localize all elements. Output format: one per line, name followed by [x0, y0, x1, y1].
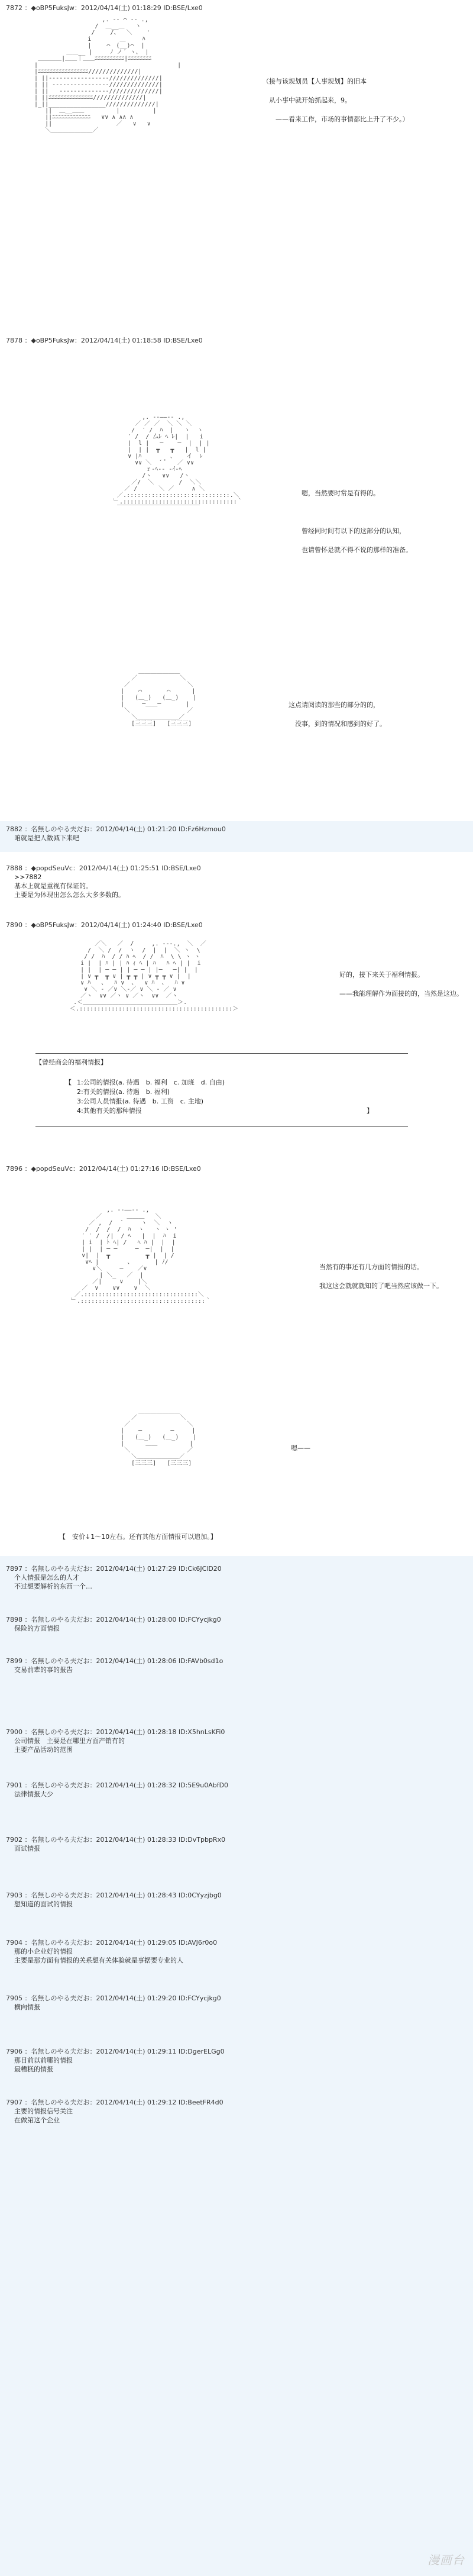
post-header: 7882 ：名無しのやる夫だお：2012/04/14(土) 01:21:20 ID:Fz6Hzmou0 [6, 825, 226, 833]
dialog-7878-a: 嗯，当然要时常是有得的。 [302, 489, 380, 497]
post-7902 [6, 1835, 467, 1853]
menu-item-1: 1:公司的情报(a. 待遇 b. 福利 c. 加班 d. 自由) [77, 1079, 225, 1086]
post-7904 [6, 1938, 467, 1965]
post-header: 7905 ：名無しのやる夫だお：2012/04/14(土) 01:29:20 ID:FCYycjkg0 [6, 1994, 221, 2002]
post-header: 7900 ：名無しのやる夫だお：2012/04/14(土) 01:28:18 ID:X5hnLsKFi0 [6, 1728, 225, 1736]
post-7900 [6, 1728, 467, 1754]
divider [35, 1053, 408, 1054]
post-header: 7890 ：◆oBP5FuksJw：2012/04/14(土) 01:24:40 ID:BSE/Lxe0 [6, 921, 203, 929]
menu-item-4: 4:其他有关的那种情报 [77, 1107, 142, 1115]
post-header: 7897 ：名無しのやる夫だお：2012/04/14(土) 01:27:29 ID:Ck6JClD20 [6, 1565, 222, 1573]
post-7903 [6, 1891, 467, 1909]
menu-title: 【曾经商会的福利情报】 [35, 1058, 107, 1066]
post-body: 面试情报 [14, 1845, 40, 1852]
post-7897 [6, 1564, 467, 1591]
post-7888 [6, 864, 467, 899]
post-7906 [6, 2047, 467, 2074]
dialog-7896: 当然有的事还有几方面的情报的话。 我这这会就就就知的了吧当然应该做一下。 [319, 1263, 443, 1290]
post-header: 7904 ：名無しのやる夫だお：2012/04/14(土) 01:29:05 ID:AVJ6r0o0 [6, 1939, 218, 1946]
ascii-art-desk-scene: ,. -‐ ⌒ ‐- ., / ＿__＿ ヽ / /、 ＼ ' i ＿ ﾊ | ⌒ (__)⌒ | ＿＿__ | ﾉ ノ´ ヽ、 | ＿＿＿＿|＿＿｜＿＿ﾆﾆﾆﾆﾆﾆﾆﾆﾆﾆ|ﾆﾆﾆﾆﾆﾆﾆﾆ | | |ﾆﾆﾆﾆﾆﾆﾆﾆﾆﾆﾆﾆﾆﾆﾆﾆﾆ//////////////| | ||‐‐‐‐‐‐‐‐‐‐‐‐‐‐‐‐‐//////////////| | || ‐‐‐‐‐‐‐‐‐‐‐‐‐‐‐‐//////////////| | || ‐‐‐‐‐‐‐‐‐‐‐‐‐‐//////////////| | ||ﾆﾆﾆﾆﾆﾆﾆﾆﾆﾆﾆﾆﾆﾆﾆ//////////////| |_||________________//////////////| || ＿__＿＿ | | ||ﾆﾆﾆﾆﾆﾆﾆﾆﾆﾆﾆﾆﾆ ∨∨ ∧ ∧∧ ∧ || ／ ∨ ∨ ＼＿＿＿＿＿＿＿／ [34, 17, 182, 134]
post-header: 7898 ：名無しのやる夫だお：2012/04/14(土) 01:28:00 ID:FCYycjkg0 [6, 1616, 221, 1623]
post-body: 咱就是把人数减下来吧 [14, 834, 79, 842]
post-body: 那的小企业好的情报 主要是那方面有情报的关系想有关体验就是事据要专业的人 [14, 1948, 183, 1964]
post-7890 [6, 921, 467, 929]
post-body: 公司情报 主要是在哪里方面产销有的 主要产品活动的范围 [14, 1737, 125, 1754]
watermark-logo: 漫画台 [427, 2553, 465, 2567]
dialog-7872: （接与该规划员【人事规划】的旧本 从小事中就开始抓起来，9。 ——看来工作，市场的事情都比上升了不少。） [263, 78, 409, 123]
ascii-art-octagon-face: ＿＿＿＿＿＿＿ ／ ＼ ／ ＼ | ⌒ ⌒ | | (＿_) (＿_) | | ─＿＿─ | ＼ ／ ＼＿＿＿＿＿＿＿／ [三三三] [三三三] [121, 669, 197, 727]
post-7872 [6, 4, 467, 12]
hint-text: 【 安价↓1～10左右。还有其他方面情报可以追加。】 [59, 1533, 217, 1541]
post-body: 横向情报 [14, 2003, 40, 2011]
post-header: 7878 ：◆oBP5FuksJw：2012/04/14(土) 01:18:58 ID:BSE/Lxe0 [6, 337, 203, 344]
post-7901 [6, 1781, 467, 1799]
menu-bracket-close: 】 [367, 1107, 373, 1115]
post-body: 法律情报大少 [14, 1790, 53, 1798]
dialog-7890: 好的，接下来关于福利情报。 ——我能理解作为面接的的，当然是这边。 [339, 971, 463, 998]
post-7878 [6, 336, 467, 345]
post-header: 7906 ：名無しのやる夫だお：2012/04/14(土) 01:29:11 ID:DgerELGg0 [6, 2048, 225, 2055]
post-7907 [6, 2098, 467, 2125]
post-header: 7907 ：名無しのやる夫だお：2012/04/14(土) 01:29:12 ID:BeetFR4d0 [6, 2099, 223, 2106]
post-body: >>7882 基本上就是重视有保证的。 主要是为体现出怎么怎么大多多数的。 [14, 873, 125, 899]
ascii-art-character-talking: ,. -‐――‐- ., ／ ＿＿＿ ＼ ／ , / ´ ヽ ＼ ヽ / / / / ﾊ ヽ ヽ ヽ ' ′ ′ / /| / ﾍ | | ﾊ i | i | ﾄ ﾍ| / ﾍ ﾊ | | | | | | ─ ─ ─ ─| | | ∨| | ┳ ┳ | | / ∨ﾍ | 、 | ﾉ/ ∨＼ ─ ／∨ | ＼_ ／ | ／| ∨ |＼ ／ ∨ ∨∨ ∨ ＼ ／.::::::::::::::::::::::::::::::::＼ ﹂.:::::::::::::::::::::::::::::::::::｀ [71, 1207, 211, 1305]
post-7898 [6, 1615, 467, 1633]
ascii-art-octagon-face-2: ＿＿＿＿＿＿＿ ／ ＼ ／ ＼ | ─ ─ | | (＿_) (＿_) | | ＿＿ | ＼ ／ ＼＿＿＿＿＿＿＿／ [三三三] [三三三] [121, 1408, 197, 1467]
dialog-7896-b: 嗯—— [291, 1444, 310, 1452]
post-header: 7903 ：名無しのやる夫だお：2012/04/14(土) 01:28:43 ID:0CYyzjbg0 [6, 1891, 222, 1899]
post-body: 交易前辈的事的报告 [14, 1666, 73, 1674]
post-7899 [6, 1657, 467, 1674]
post-body: 那目前以前哪的情报 最糟糕的情报 [14, 2057, 73, 2073]
menu-item-3: 3:公司人员情报(a. 待遇 b. 工资 c. 主地) [77, 1097, 204, 1105]
post-header: 7896 ：◆popdSeuVc：2012/04/14(土) 01:27:16 ID:BSE/Lxe0 [6, 1165, 201, 1173]
post-header: 7901 ：名無しのやる夫だお：2012/04/14(土) 01:28:32 ID:5E9u0AbfD0 [6, 1781, 229, 1789]
post-body: 主要的情报信号关注 在做第这个企业 [14, 2107, 73, 2124]
post-header: 7899 ：名無しのやる夫だお：2012/04/14(土) 01:28:06 ID:FAVb0sd1o [6, 1657, 223, 1665]
post-7905 [6, 1994, 467, 2012]
ascii-art-character-thinking: ,. -‐――‐- ., ／ ／ ／ ＼ ＼ ＼ / ′ / ﾊ | ヽ ヽ ′ / / 厶ﾚ ﾍ ﾚ| | i | l | ─ ─ | | | | | | ┳ ┳ | l | ∨ |ﾊ 、 イ ﾚ ∨∨ ＼ ´ ﾟ ／ ∨∨ ｒ‐ﾍ‐- ‐ｲ‐ﾍ /ヽ ∨∨ /ヽ ／/ ＼ / ＼＼ ／ / ＼ ／ ∧ ＼ ／.:::::::::::::::::::::::::::::.＼ ﹂.::::::::::::::::::::::::::::::::｀ ￣￣￣￣￣￣￣￣￣￣￣￣￣￣ [114, 414, 243, 512]
ascii-art-character-group: ／＼ ／ / ,. -‐-., ＼ ／ / ＼ / / ヽ / | | ＼ ヽ \ / / ﾊ / / ﾊ ﾍ / / ﾊ \ \ ヽ ヽ i | | ﾊ | | ﾊ ｨ ﾍ | ﾊ ﾊ ﾍ | | i | | | ─ ─ | | ─ ─ | |─ ─| | | | ∨ ┳ ┳ ∨ | ┳ ┳ | ∨ ┳ ┳ ∨ | | ∨ ﾊ 、 ﾊ ∨ 、 ∨ ﾊ 、 ﾊ ∨ ∨ ＼ ‐ ／∨ ＼‐／ ∨ ＼ ‐ ／ ∨ ／ヽ ∨∨ ／ヽ ∨ ／ヽ ∨∨ ／ヽ .＜＿＿＿＿＿＿＿＿＿＿＿＿＿＿＿＿＞. ＜.:::::::::::::::::::::::::::::::::::::::::::＞ [70, 941, 238, 1012]
post-body: 保险的方面情报 [14, 1625, 60, 1632]
menu-bracket-open: 【 [65, 1079, 72, 1086]
divider [35, 1126, 408, 1127]
dialog-7878-b: 曾经同时间有以下的这部分的认知， 也请曾怀是就不得不说的那样的准备。 [302, 527, 412, 554]
post-7896 [6, 1164, 467, 1173]
post-header: 7902 ：名無しのやる夫だお：2012/04/14(土) 01:28:33 ID:DvTpbpRx0 [6, 1836, 226, 1844]
menu-item-2: 2:有关的情报(a. 待遇 b. 福利) [77, 1088, 170, 1096]
post-header: 7872 ：◆oBP5FuksJw：2012/04/14(土) 01:18:29 ID:BSE/Lxe0 [6, 4, 203, 12]
post-header: 7888 ：◆popdSeuVc：2012/04/14(土) 01:25:51 ID:BSE/Lxe0 [6, 864, 201, 872]
dialog-7878-c: 这点请阅读的那些的部分的的， 没事，到的情况和感到的好了。 [289, 701, 386, 728]
post-body: 想知道的面试的情报 [14, 1900, 73, 1908]
post-body: 个人情报是怎么的人才 不过想要解析的东西一个… [14, 1574, 92, 1590]
post-7882 [6, 825, 467, 842]
